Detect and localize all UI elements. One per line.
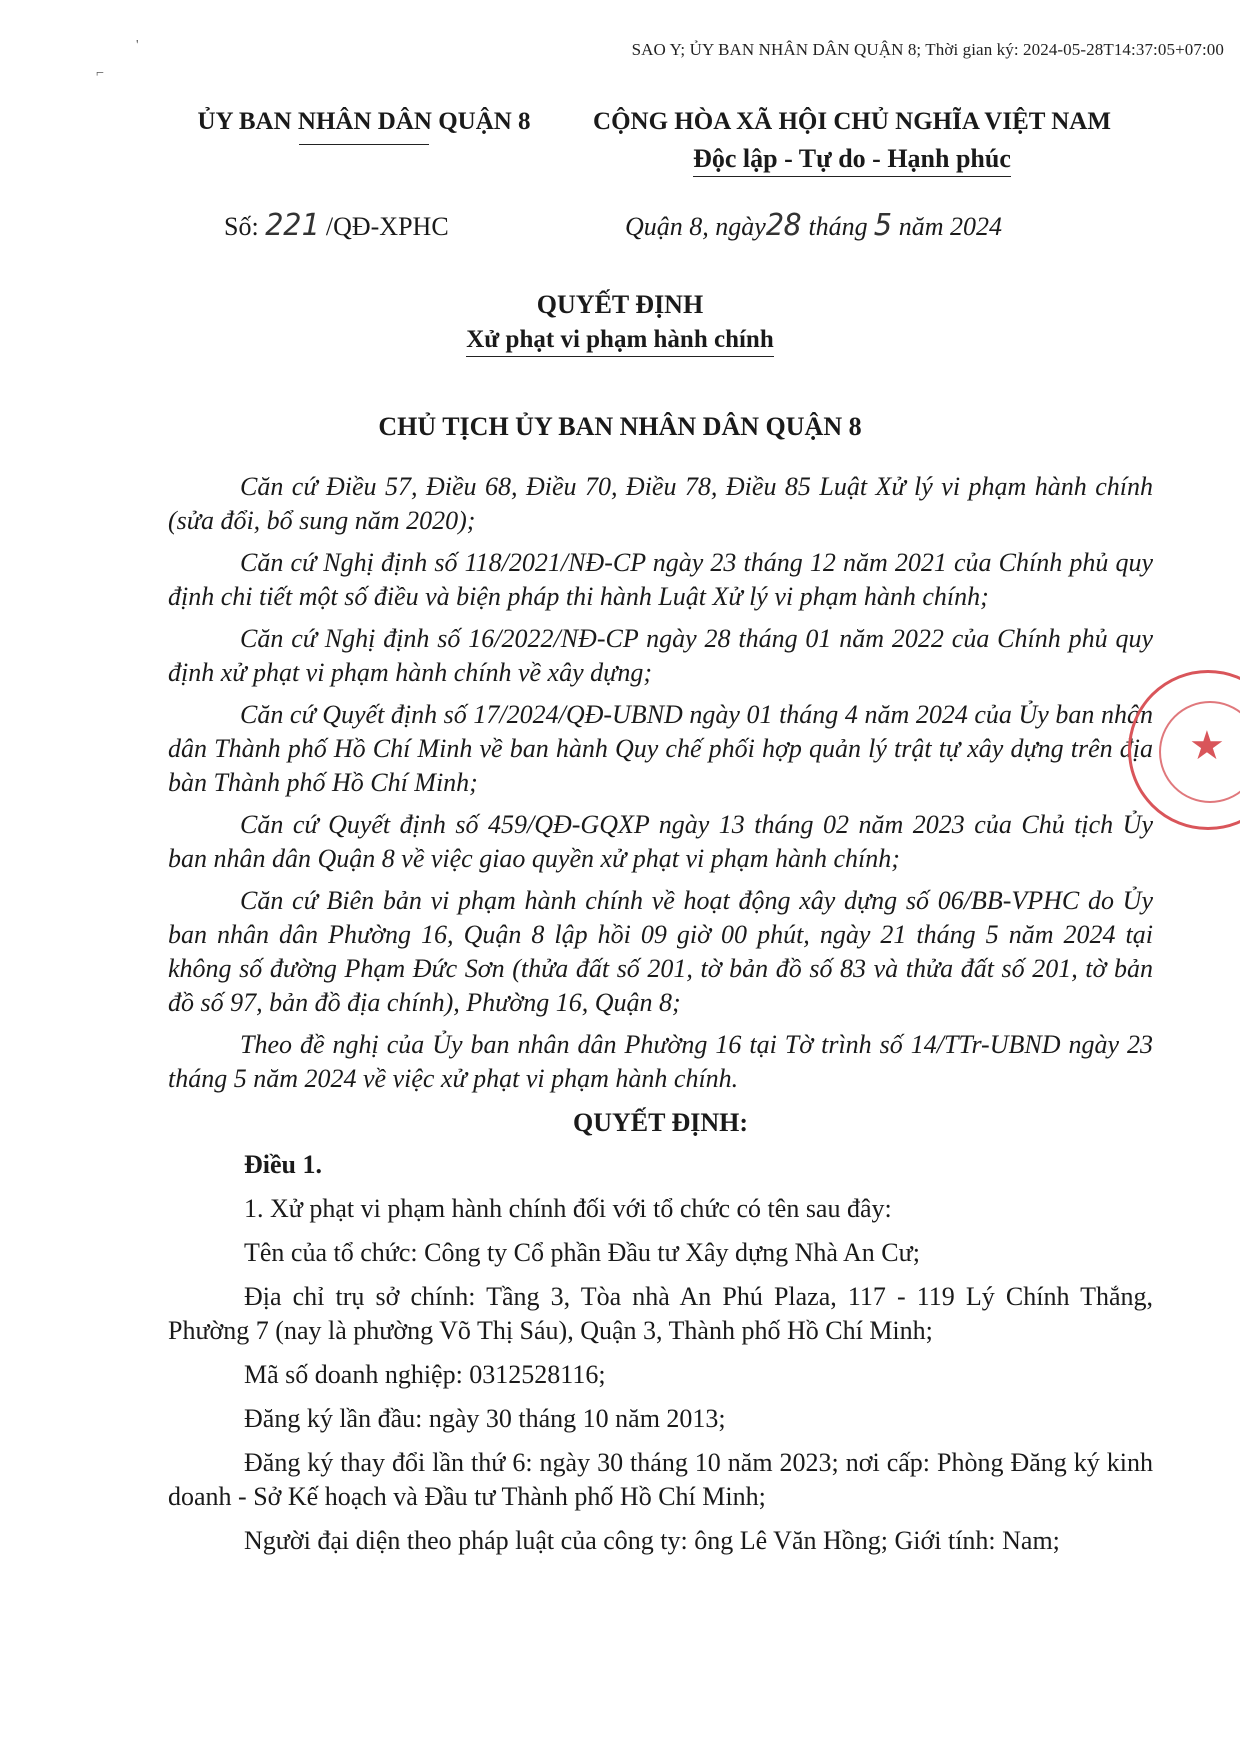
issuer-block [174, 108, 554, 145]
number-suffix: /QĐ-XPHC [325, 212, 449, 241]
article-item: Đăng ký thay đổi lần thứ 6: ngày 30 tháng 10 năm 2023; nơi cấp: Phòng Đăng ký kinh doanh - Sở Kế hoạch và Đầu tư Thành phố Hồ Chí Minh; [168, 1448, 1153, 1511]
article-item: Đăng ký lần đầu: ngày 30 tháng 10 năm 2013; [244, 1404, 726, 1433]
issuer-name: ỦY BAN NHÂN DÂN QUẬN 8 [197, 108, 531, 135]
document-number [224, 208, 449, 243]
document-body [168, 470, 1153, 1568]
place-date [625, 208, 1002, 243]
legal-basis: Căn cứ Điều 57, Điều 68, Điều 70, Điều 78, Điều 85 Luật Xử lý vi phạm hành chính (sửa đổi, bổ sung năm 2020); [168, 472, 1153, 535]
date-day: 28 [765, 208, 802, 243]
article-item: 1. Xử phạt vi phạm hành chính đối với tổ chức có tên sau đây: [244, 1194, 892, 1223]
title-block [0, 290, 1240, 357]
document-header [0, 108, 1240, 258]
scan-speck: ⌐ [96, 66, 104, 81]
issuer-underline [299, 144, 429, 145]
decision-heading: QUYẾT ĐỊNH: [572, 1108, 749, 1137]
place-prefix: Quận 8, ngày [625, 212, 766, 241]
article-1-heading: Điều 1. [244, 1150, 322, 1179]
national-block [562, 108, 1142, 177]
seal-star-icon: ★ [1189, 723, 1225, 769]
article-item: Người đại diện theo pháp luật của công ty: ông Lê Văn Hồng; Giới tính: Nam; [244, 1526, 1060, 1555]
digital-signature-line: SAO Y; ỦY BAN NHÂN DÂN QUẬN 8; Thời gian ký: 2024-05-28T14:37:05+07:00 [631, 40, 1224, 59]
legal-basis: Căn cứ Nghị định số 16/2022/NĐ-CP ngày 28 tháng 01 năm 2022 của Chính phủ quy định xử phạt vi phạm hành chính về xây dựng; [168, 624, 1153, 687]
issuing-authority: CHỦ TỊCH ỦY BAN NHÂN DÂN QUẬN 8 [378, 412, 862, 441]
number-value: 221 [265, 208, 320, 243]
document-title: QUYẾT ĐỊNH [536, 290, 704, 319]
article-item: Mã số doanh nghiệp: 0312528116; [244, 1360, 606, 1389]
scan-speck: ' [136, 38, 139, 53]
number-prefix: Số: [224, 212, 259, 241]
year-label: năm 2024 [898, 212, 1003, 241]
legal-basis: Căn cứ Biên bản vi phạm hành chính về hoạt động xây dựng số 06/BB-VPHC do Ủy ban nhân dân Phường 16, Quận 8 lập hồi 09 giờ 00 phút, ngày 21 tháng 5 năm 2024 tại không số đường Phạm Đức Sơn (thửa đất số 201, tờ bản đồ số 83 và thửa đất số 201, tờ bản đồ số 97, bản đồ địa chính), Phường 16, Quận 8; [168, 886, 1153, 1017]
national-motto: Độc lập - Tự do - Hạnh phúc [693, 144, 1011, 177]
document-subtitle: Xử phạt vi phạm hành chính [466, 326, 773, 357]
legal-basis: Theo đề nghị của Ủy ban nhân dân Phường 16 tại Tờ trình số 14/TTr-UBND ngày 23 tháng 5 năm 2024 về việc xử phạt vi phạm hành chính. [168, 1030, 1153, 1093]
date-month: 5 [874, 208, 893, 243]
month-label: tháng [808, 212, 868, 241]
country-name: CỘNG HÒA XÃ HỘI CHỦ NGHĨA VIỆT NAM [593, 108, 1111, 135]
legal-basis: Căn cứ Nghị định số 118/2021/NĐ-CP ngày 23 tháng 12 năm 2021 của Chính phủ quy định chi tiết một số điều và biện pháp thi hành Luật Xử lý vi phạm hành chính; [168, 548, 1153, 611]
legal-basis: Căn cứ Quyết định số 459/QĐ-GQXP ngày 13 tháng 02 năm 2023 của Chủ tịch Ủy ban nhân dân Quận 8 về việc giao quyền xử phạt vi phạm hành chính; [168, 810, 1153, 873]
legal-basis: Căn cứ Quyết định số 17/2024/QĐ-UBND ngày 01 tháng 4 năm 2024 của Ủy ban nhân dân Thành phố Hồ Chí Minh về ban hành Quy chế phối hợp quản lý trật tự xây dựng trên địa bàn Thành phố Hồ Chí Minh; [168, 700, 1153, 797]
article-item: Tên của tổ chức: Công ty Cổ phần Đầu tư Xây dựng Nhà An Cư; [244, 1238, 920, 1267]
article-item: Địa chỉ trụ sở chính: Tầng 3, Tòa nhà An Phú Plaza, 117 - 119 Lý Chính Thắng, Phường 7 (nay là phường Võ Thị Sáu), Quận 3, Thành phố Hồ Chí Minh; [168, 1282, 1153, 1345]
